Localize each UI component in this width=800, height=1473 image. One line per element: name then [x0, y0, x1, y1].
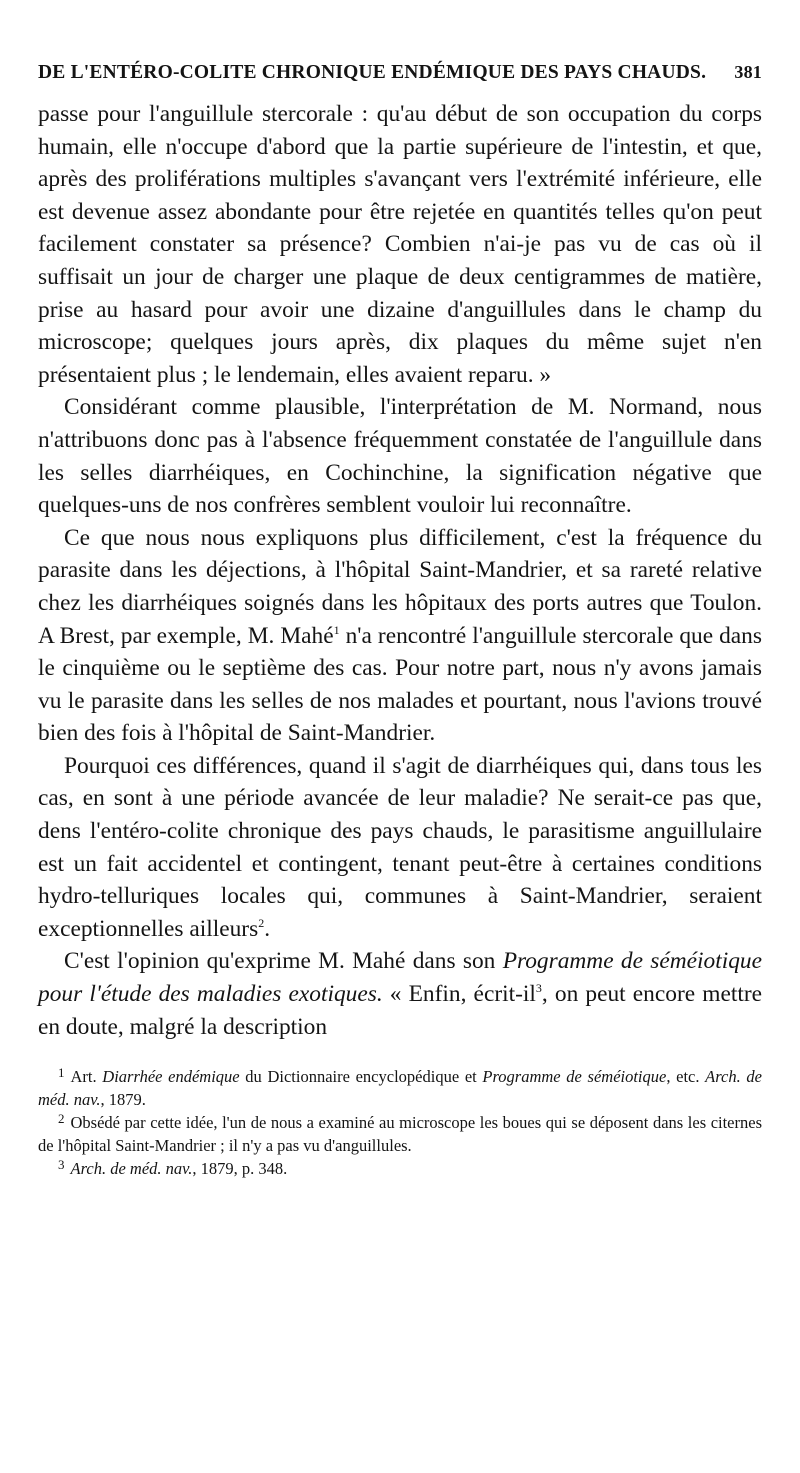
footnote-text: Obsédé par cette idée, l'un de nous a examiné au microscope les boues qui se déposent dans les citernes de l'hôpital Saint-Mandrier ; il n'y a pas vu d'anguillules.: [38, 1113, 762, 1156]
paragraph-text: Ce que nous nous expliquons plus difficilement, c'est la fréquence du parasite dans les déjections, à l'hôpital Saint-Mandrier, et sa rareté relative chez les diarrhéiques soignés dans les hôpitaux des ports autres que Toulon. A Brest, par exemple, M. Mahé: [38, 524, 762, 649]
paragraph: [38, 750, 762, 946]
running-title: DE L'ENTÉRO-COLITE CHRONIQUE ENDÉMIQUE DES PAYS CHAUDS.: [38, 62, 707, 83]
body-text: [38, 98, 762, 1043]
paragraph-text: Pourquoi ces différences, quand il s'agit de diarrhéiques qui, dans tous les cas, en sont à une période avancée de leur maladie? Ne serait-ce pas que, dens l'entéro-colite chronique des pays chauds, le parasitisme anguillulaire est un fait accidentel et contingent, tenant peut-être à certaines conditions hydro-telluriques locales qui, communes à Saint-Mandrier, seraient exceptionnelles ailleurs: [38, 752, 762, 942]
footnote-italic: Arch. de méd. nav.: [38, 1067, 762, 1110]
footnote-italic: Arch. de méd. nav.: [70, 1159, 193, 1179]
footnote-number: 2: [58, 1111, 65, 1127]
footnote-italic: Programme de séméiotique: [482, 1067, 667, 1087]
paragraph-text: .: [264, 915, 271, 942]
footnote: [38, 1065, 762, 1111]
running-header: [38, 62, 762, 84]
book-page: [38, 62, 762, 1180]
footnote-text: , etc.: [666, 1067, 706, 1087]
footnotes: [38, 1065, 762, 1180]
paragraph-text: « Enfin, écrit-il: [382, 981, 536, 1008]
paragraph-text: , on peut encore mettre en doute, malgré la description: [38, 981, 762, 1040]
paragraph: [38, 945, 762, 1043]
footnote-number: 3: [58, 1157, 65, 1173]
paragraph: Considérant comme plausible, l'interprétation de M. Normand, nous n'attribuons donc pas à l'absence fréquemment constatée de l'anguillule dans les selles diarrhéiques, en Cochinchine, la signification négative que quelques-uns de nos confrères semblent vouloir lui reconnaître.: [38, 394, 762, 519]
page-number: 381: [734, 62, 762, 82]
paragraph: [38, 522, 762, 750]
paragraph: passe pour l'anguillule stercorale : qu'au début de son occupation du corps humain, elle n'occupe d'abord que la partie supérieure de l'intestin, et que, après des proliférations multiples s'avançant vers l'extrémité inférieure, elle est devenue assez abondante pour être rejetée en quantités telles qu'on peut facilement constater sa présence? Combien n'ai-je pas vu de cas où il suffisait un jour de charger une plaque de deux centigrammes de matière, prise au hasard pour avoir une dizaine d'anguillules dans le champ du microscope; quelques jours après, dix plaques du même sujet n'en présentaient plus ; le lendemain, elles avaient reparu. »: [38, 101, 762, 388]
book-title: Programme de séméiotique pour l'étude des maladies exotiques.: [38, 948, 763, 1008]
footnote-italic: Diarrhée endémique: [102, 1067, 240, 1087]
paragraph-text: C'est l'opinion qu'exprime M. Mahé dans son: [64, 948, 503, 975]
footnote-ref: 3: [535, 981, 542, 996]
footnote: [38, 1111, 762, 1157]
footnote-ref: 1: [333, 622, 340, 637]
footnote-text: , 1879, p. 348.: [192, 1159, 288, 1179]
footnote-text: du Dictionnaire encyclopédique et: [239, 1067, 483, 1087]
footnote-text: Art.: [70, 1067, 103, 1087]
footnote-text: , 1879.: [100, 1090, 146, 1110]
footnote: [38, 1157, 762, 1180]
paragraph-text: n'a rencontré l'anguillule stercorale que dans le cinquième ou le septième des cas. Pour notre part, nous n'y avons jamais vu le parasite dans les selles de nos malades et pourtant, nous l'avions trouvé bien des fois à l'hôpital de Saint-Mandrier.: [38, 622, 762, 747]
footnote-number: 1: [58, 1065, 65, 1081]
footnote-ref: 2: [258, 915, 265, 930]
